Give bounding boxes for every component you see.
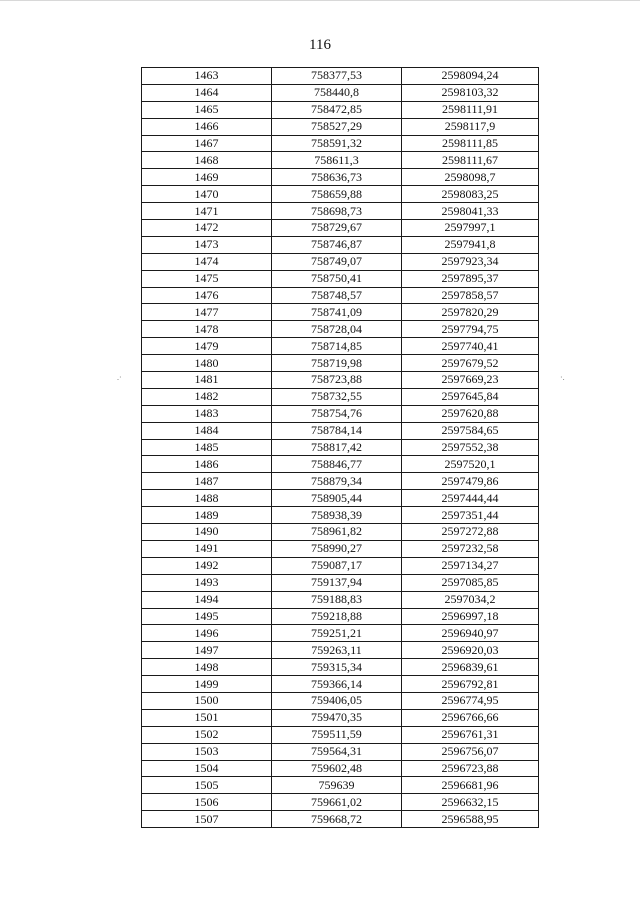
table-row bbox=[142, 405, 539, 422]
y-coordinate-cell: 2597085,85 bbox=[402, 574, 539, 591]
x-coordinate-cell: 758741,09 bbox=[272, 304, 402, 321]
table-row bbox=[142, 372, 539, 389]
point-number-cell: 1506 bbox=[142, 794, 272, 811]
table-row bbox=[142, 456, 539, 473]
x-coordinate-cell: 758591,32 bbox=[272, 135, 402, 152]
point-number-cell: 1472 bbox=[142, 220, 272, 237]
x-coordinate-cell: 758784,14 bbox=[272, 422, 402, 439]
y-coordinate-cell: 2598111,91 bbox=[402, 101, 539, 118]
x-coordinate-cell: 759188,83 bbox=[272, 591, 402, 608]
y-coordinate-cell: 2597997,1 bbox=[402, 220, 539, 237]
y-coordinate-cell: 2596756,07 bbox=[402, 743, 539, 760]
table-row bbox=[142, 152, 539, 169]
table-row bbox=[142, 625, 539, 642]
point-number-cell: 1467 bbox=[142, 135, 272, 152]
point-number-cell: 1481 bbox=[142, 372, 272, 389]
table-row bbox=[142, 692, 539, 709]
y-coordinate-cell: 2597858,57 bbox=[402, 287, 539, 304]
y-coordinate-cell: 2598111,67 bbox=[402, 152, 539, 169]
point-number-cell: 1475 bbox=[142, 270, 272, 287]
y-coordinate-cell: 2597520,1 bbox=[402, 456, 539, 473]
y-coordinate-cell: 2596632,15 bbox=[402, 794, 539, 811]
x-coordinate-cell: 758905,44 bbox=[272, 490, 402, 507]
y-coordinate-cell: 2596774,95 bbox=[402, 692, 539, 709]
x-coordinate-cell: 759661,02 bbox=[272, 794, 402, 811]
point-number-cell: 1487 bbox=[142, 473, 272, 490]
point-number-cell: 1502 bbox=[142, 726, 272, 743]
y-coordinate-cell: 2598103,32 bbox=[402, 84, 539, 101]
point-number-cell: 1501 bbox=[142, 709, 272, 726]
table-row bbox=[142, 422, 539, 439]
point-number-cell: 1507 bbox=[142, 811, 272, 828]
y-coordinate-cell: 2598094,24 bbox=[402, 68, 539, 85]
x-coordinate-cell: 758990,27 bbox=[272, 540, 402, 557]
point-number-cell: 1465 bbox=[142, 101, 272, 118]
table-row bbox=[142, 591, 539, 608]
y-coordinate-cell: 2597584,65 bbox=[402, 422, 539, 439]
y-coordinate-cell: 2597669,23 bbox=[402, 372, 539, 389]
point-number-cell: 1466 bbox=[142, 118, 272, 135]
point-number-cell: 1494 bbox=[142, 591, 272, 608]
point-number-cell: 1486 bbox=[142, 456, 272, 473]
scan-artifact-right: ·. bbox=[560, 373, 565, 382]
x-coordinate-cell: 759639 bbox=[272, 777, 402, 794]
y-coordinate-cell: 2597895,37 bbox=[402, 270, 539, 287]
point-number-cell: 1477 bbox=[142, 304, 272, 321]
x-coordinate-cell: 758750,41 bbox=[272, 270, 402, 287]
table-row bbox=[142, 118, 539, 135]
point-number-cell: 1473 bbox=[142, 236, 272, 253]
y-coordinate-cell: 2596997,18 bbox=[402, 608, 539, 625]
x-coordinate-cell: 758749,07 bbox=[272, 253, 402, 270]
x-coordinate-cell: 758961,82 bbox=[272, 524, 402, 541]
table-row bbox=[142, 726, 539, 743]
x-coordinate-cell: 758611,3 bbox=[272, 152, 402, 169]
y-coordinate-cell: 2596681,96 bbox=[402, 777, 539, 794]
x-coordinate-cell: 759366,14 bbox=[272, 676, 402, 693]
x-coordinate-cell: 758746,87 bbox=[272, 236, 402, 253]
y-coordinate-cell: 2597740,41 bbox=[402, 338, 539, 355]
y-coordinate-cell: 2596940,97 bbox=[402, 625, 539, 642]
table-row bbox=[142, 253, 539, 270]
y-coordinate-cell: 2597820,29 bbox=[402, 304, 539, 321]
y-coordinate-cell: 2597444,44 bbox=[402, 490, 539, 507]
point-number-cell: 1478 bbox=[142, 321, 272, 338]
x-coordinate-cell: 758754,76 bbox=[272, 405, 402, 422]
y-coordinate-cell: 2597272,88 bbox=[402, 524, 539, 541]
y-coordinate-cell: 2597479,86 bbox=[402, 473, 539, 490]
table-row bbox=[142, 338, 539, 355]
x-coordinate-cell: 759406,05 bbox=[272, 692, 402, 709]
point-number-cell: 1503 bbox=[142, 743, 272, 760]
table-row bbox=[142, 777, 539, 794]
table-row bbox=[142, 659, 539, 676]
table-row bbox=[142, 270, 539, 287]
x-coordinate-cell: 758729,67 bbox=[272, 220, 402, 237]
point-number-cell: 1482 bbox=[142, 388, 272, 405]
table-row bbox=[142, 321, 539, 338]
y-coordinate-cell: 2596761,31 bbox=[402, 726, 539, 743]
y-coordinate-cell: 2597232,58 bbox=[402, 540, 539, 557]
table-row bbox=[142, 524, 539, 541]
point-number-cell: 1485 bbox=[142, 439, 272, 456]
y-coordinate-cell: 2598098,7 bbox=[402, 169, 539, 186]
y-coordinate-cell: 2597645,84 bbox=[402, 388, 539, 405]
point-number-cell: 1499 bbox=[142, 676, 272, 693]
table-row bbox=[142, 794, 539, 811]
y-coordinate-cell: 2598041,33 bbox=[402, 203, 539, 220]
table-row bbox=[142, 709, 539, 726]
x-coordinate-cell: 759218,88 bbox=[272, 608, 402, 625]
x-coordinate-cell: 758728,04 bbox=[272, 321, 402, 338]
table-row bbox=[142, 388, 539, 405]
point-number-cell: 1496 bbox=[142, 625, 272, 642]
point-number-cell: 1495 bbox=[142, 608, 272, 625]
y-coordinate-cell: 2597552,38 bbox=[402, 439, 539, 456]
table-row bbox=[142, 287, 539, 304]
point-number-cell: 1474 bbox=[142, 253, 272, 270]
y-coordinate-cell: 2596792,81 bbox=[402, 676, 539, 693]
point-number-cell: 1464 bbox=[142, 84, 272, 101]
point-number-cell: 1469 bbox=[142, 169, 272, 186]
point-number-cell: 1505 bbox=[142, 777, 272, 794]
table-row bbox=[142, 439, 539, 456]
y-coordinate-cell: 2596588,95 bbox=[402, 811, 539, 828]
y-coordinate-cell: 2597034,2 bbox=[402, 591, 539, 608]
x-coordinate-cell: 758748,57 bbox=[272, 287, 402, 304]
table-row bbox=[142, 169, 539, 186]
x-coordinate-cell: 758732,55 bbox=[272, 388, 402, 405]
table-row bbox=[142, 304, 539, 321]
table-row bbox=[142, 68, 539, 85]
table-row bbox=[142, 743, 539, 760]
table-row bbox=[142, 203, 539, 220]
point-number-cell: 1489 bbox=[142, 507, 272, 524]
x-coordinate-cell: 759251,21 bbox=[272, 625, 402, 642]
table-row bbox=[142, 186, 539, 203]
y-coordinate-cell: 2597620,88 bbox=[402, 405, 539, 422]
x-coordinate-cell: 759315,34 bbox=[272, 659, 402, 676]
table-row bbox=[142, 642, 539, 659]
y-coordinate-cell: 2597923,34 bbox=[402, 253, 539, 270]
y-coordinate-cell: 2596723,88 bbox=[402, 760, 539, 777]
point-number-cell: 1500 bbox=[142, 692, 272, 709]
table-row bbox=[142, 574, 539, 591]
x-coordinate-cell: 758472,85 bbox=[272, 101, 402, 118]
coordinates-table bbox=[141, 67, 539, 828]
x-coordinate-cell: 759511,59 bbox=[272, 726, 402, 743]
table-row bbox=[142, 135, 539, 152]
point-number-cell: 1468 bbox=[142, 152, 272, 169]
table-row bbox=[142, 811, 539, 828]
x-coordinate-cell: 758659,88 bbox=[272, 186, 402, 203]
point-number-cell: 1484 bbox=[142, 422, 272, 439]
point-number-cell: 1471 bbox=[142, 203, 272, 220]
point-number-cell: 1470 bbox=[142, 186, 272, 203]
x-coordinate-cell: 759470,35 bbox=[272, 709, 402, 726]
y-coordinate-cell: 2596920,03 bbox=[402, 642, 539, 659]
point-number-cell: 1491 bbox=[142, 540, 272, 557]
table-row bbox=[142, 101, 539, 118]
y-coordinate-cell: 2598117,9 bbox=[402, 118, 539, 135]
point-number-cell: 1497 bbox=[142, 642, 272, 659]
table-row bbox=[142, 355, 539, 372]
x-coordinate-cell: 758527,29 bbox=[272, 118, 402, 135]
table-row bbox=[142, 540, 539, 557]
table-row bbox=[142, 507, 539, 524]
table-row bbox=[142, 760, 539, 777]
y-coordinate-cell: 2598111,85 bbox=[402, 135, 539, 152]
table-row bbox=[142, 84, 539, 101]
y-coordinate-cell: 2597941,8 bbox=[402, 236, 539, 253]
point-number-cell: 1493 bbox=[142, 574, 272, 591]
coordinates-table-body bbox=[142, 68, 539, 828]
point-number-cell: 1492 bbox=[142, 557, 272, 574]
x-coordinate-cell: 758846,77 bbox=[272, 456, 402, 473]
scan-artifact-left: .· bbox=[117, 373, 122, 382]
y-coordinate-cell: 2597679,52 bbox=[402, 355, 539, 372]
table-row bbox=[142, 676, 539, 693]
point-number-cell: 1498 bbox=[142, 659, 272, 676]
y-coordinate-cell: 2597134,27 bbox=[402, 557, 539, 574]
x-coordinate-cell: 759602,48 bbox=[272, 760, 402, 777]
x-coordinate-cell: 758698,73 bbox=[272, 203, 402, 220]
x-coordinate-cell: 758440,8 bbox=[272, 84, 402, 101]
x-coordinate-cell: 759564,31 bbox=[272, 743, 402, 760]
table-row bbox=[142, 220, 539, 237]
y-coordinate-cell: 2597794,75 bbox=[402, 321, 539, 338]
y-coordinate-cell: 2598083,25 bbox=[402, 186, 539, 203]
point-number-cell: 1476 bbox=[142, 287, 272, 304]
table-row bbox=[142, 473, 539, 490]
point-number-cell: 1504 bbox=[142, 760, 272, 777]
y-coordinate-cell: 2597351,44 bbox=[402, 507, 539, 524]
x-coordinate-cell: 758636,73 bbox=[272, 169, 402, 186]
x-coordinate-cell: 758879,34 bbox=[272, 473, 402, 490]
x-coordinate-cell: 759263,11 bbox=[272, 642, 402, 659]
x-coordinate-cell: 758719,98 bbox=[272, 355, 402, 372]
point-number-cell: 1479 bbox=[142, 338, 272, 355]
x-coordinate-cell: 758938,39 bbox=[272, 507, 402, 524]
point-number-cell: 1463 bbox=[142, 68, 272, 85]
x-coordinate-cell: 758723,88 bbox=[272, 372, 402, 389]
table-row bbox=[142, 608, 539, 625]
x-coordinate-cell: 758817,42 bbox=[272, 439, 402, 456]
x-coordinate-cell: 758714,85 bbox=[272, 338, 402, 355]
x-coordinate-cell: 759668,72 bbox=[272, 811, 402, 828]
point-number-cell: 1480 bbox=[142, 355, 272, 372]
y-coordinate-cell: 2596839,61 bbox=[402, 659, 539, 676]
table-row bbox=[142, 490, 539, 507]
point-number-cell: 1488 bbox=[142, 490, 272, 507]
point-number-cell: 1490 bbox=[142, 524, 272, 541]
point-number-cell: 1483 bbox=[142, 405, 272, 422]
scan-top-edge bbox=[0, 0, 640, 1]
table-row bbox=[142, 236, 539, 253]
x-coordinate-cell: 759087,17 bbox=[272, 557, 402, 574]
x-coordinate-cell: 758377,53 bbox=[272, 68, 402, 85]
x-coordinate-cell: 759137,94 bbox=[272, 574, 402, 591]
table-row bbox=[142, 557, 539, 574]
y-coordinate-cell: 2596766,66 bbox=[402, 709, 539, 726]
page-number: 116 bbox=[309, 37, 331, 53]
